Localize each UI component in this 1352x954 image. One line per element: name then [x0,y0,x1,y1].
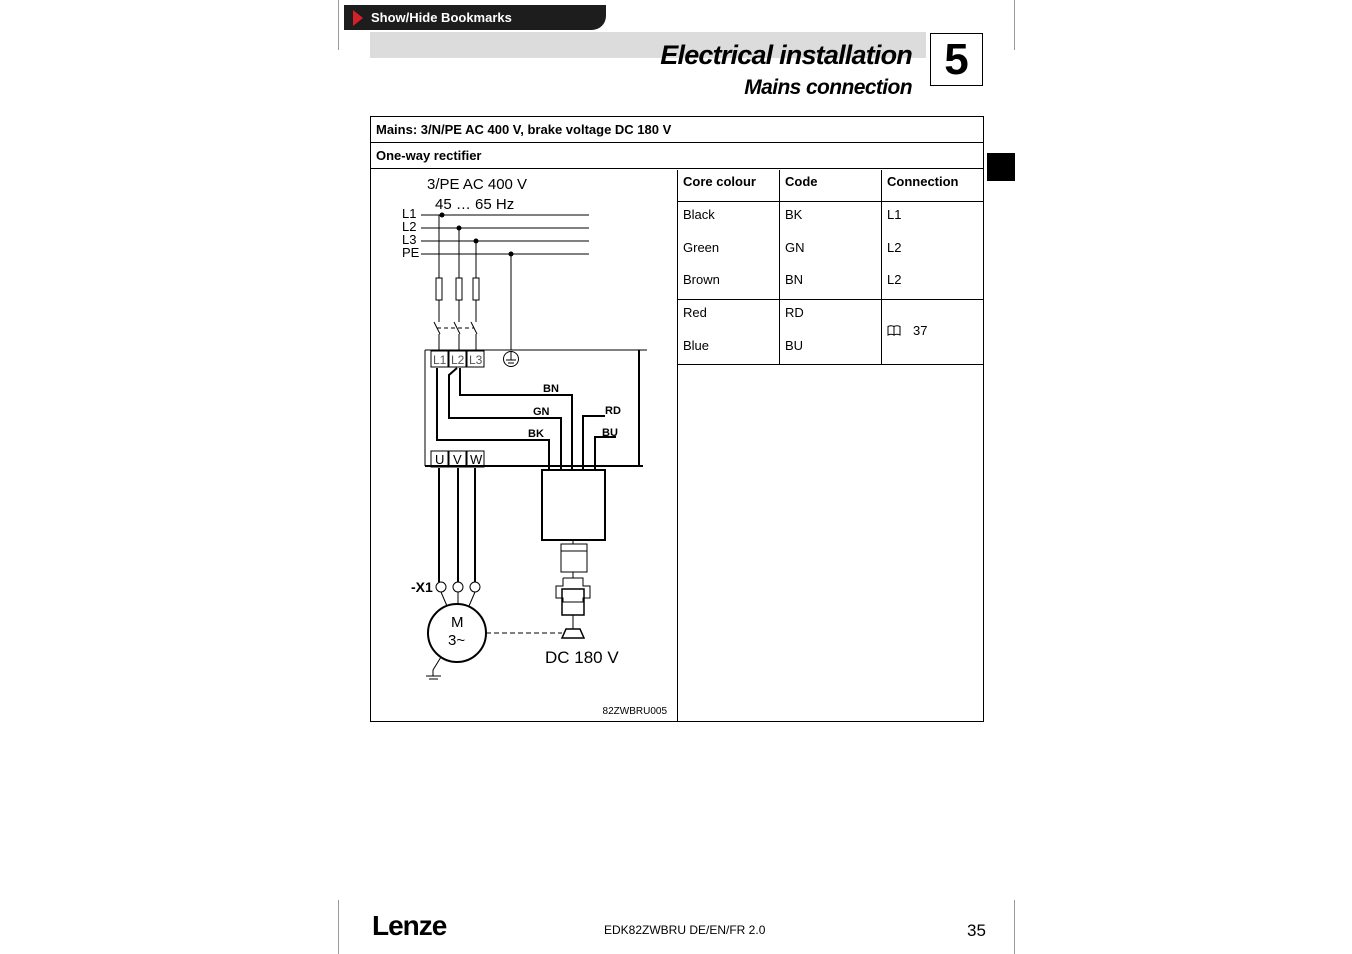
wire-label-rd: RD [605,405,621,417]
connection-table [370,116,984,722]
terminal-v: V [453,452,462,467]
show-hide-bookmarks-button[interactable] [344,5,606,30]
page-title: Electrical installation [660,40,912,70]
table-row-colour: Green [683,240,720,255]
crop-mark [338,900,339,954]
header-core-colour: Core colour [678,170,779,202]
table-row-code: BN [785,272,804,287]
table-row-code: BU [785,338,804,353]
motor-label: M [451,614,464,631]
terminal-l1: L1 [433,353,447,367]
mains-row: Mains: 3/N/PE AC 400 V, brake voltage DC 180 V [371,117,983,143]
crop-mark [1014,900,1015,954]
wiring-diagram-svg [371,170,677,721]
table-row-code: GN [785,240,805,255]
table-row-connection: L2 [887,240,902,255]
line-label-l3: L3 [402,232,417,247]
wire-table [678,170,983,721]
terminal-l3: L3 [469,353,483,367]
rectifier-row: One-way rectifier [371,143,983,169]
terminal-u: U [435,452,445,467]
document-id: EDK82ZWBRU DE/EN/FR 2.0 [604,923,766,937]
line-label-l2: L2 [402,219,417,234]
chapter-number: 5 [930,33,983,86]
motor-phase: 3~ [448,632,466,649]
page-number: 35 [967,921,986,940]
table-row-code: RD [785,305,804,320]
supply-label: 3/PE AC 400 V [427,176,528,193]
book-icon [887,325,901,336]
terminal-l2: L2 [451,353,465,367]
lenze-logo: Lenze [372,910,447,941]
table-row-colour: Brown [683,272,720,287]
page-reference-link[interactable] [887,323,927,338]
page-subtitle: Mains connection [744,76,912,99]
figure-code: 82ZWBRU005 [602,706,667,717]
wire-label-bn: BN [543,383,559,395]
line-label-pe: PE [402,245,420,260]
header-code: Code [780,170,881,202]
table-row-connection: L1 [887,207,902,222]
crop-mark [338,0,339,50]
brake-voltage-label: DC 180 V [545,648,619,667]
wire-label-bu: BU [602,427,618,439]
line-label-l1: L1 [402,206,417,221]
page-reference: 37 [913,323,928,338]
table-row-colour: Red [683,305,707,320]
table-row-colour: Blue [683,338,710,353]
terminal-w: W [470,452,483,467]
crop-mark [1014,0,1015,50]
bookmarks-label: Show/Hide Bookmarks [371,10,512,25]
wire-label-bk: BK [528,428,544,440]
frequency-label: 45 … 65 Hz [435,196,515,213]
table-row-connection: L2 [887,272,902,287]
table-row-colour: Black [683,207,715,222]
triangle-right-icon [353,10,363,26]
chapter-thumb-tab [987,153,1015,181]
header-connection: Connection [882,170,983,202]
wire-label-gn: GN [533,406,550,418]
wiring-diagram [371,170,678,721]
connector-label: -X1 [411,579,433,595]
table-row-code: BK [785,207,803,222]
